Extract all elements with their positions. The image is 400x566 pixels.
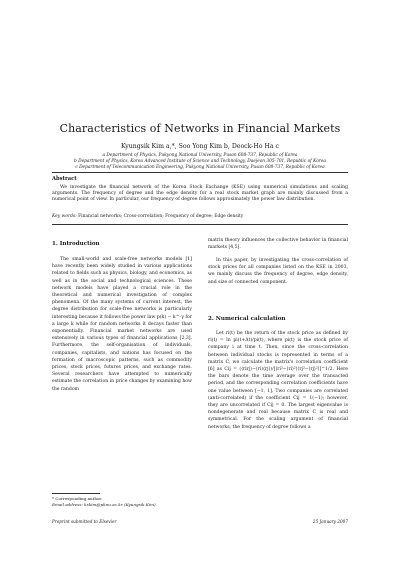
affiliation-b: b Department of Physics, Korea Advanced Institute of Science and Technology, Daejeon 305-701, Republic of Korea <box>74 159 326 164</box>
keywords-label: Key words: <box>52 214 77 219</box>
keywords-line <box>52 214 243 219</box>
numcalc-heading: 2. Numerical calculation <box>208 316 286 322</box>
footnote-rule <box>52 493 100 494</box>
right-second-paragraph: In this paper, by investigating the cross-correlation of stock prices for all companies listed on the KSE in 2003, we mainly discuss the frequency of degree, edge density, and size of connected component. <box>208 258 348 285</box>
abstract-heading: Abstract <box>52 176 77 182</box>
paper-title: Characteristics of Networks in Financial Markets <box>59 122 341 135</box>
numcalc-paragraph: Let ri(t) be the return of the stock price as defined by ri(t) = ln pi(t+Δt)/pi(t), where pi(t) is the stock price of company i at time t. Then, since the cross-correlation between individual stocks is represented in terms of a matrix C, we calculate the matrix's correlation coefficient [6] as Cij = (⟨rirj⟩−⟨ri⟩⟨rj⟩)/[⟨ri²−⟨ri⟩²⟩⟨rj²−⟨rj⟩²⟩]^1/2. Here the bars denote the time average over the transacted period, and the corresponding correlation coefficients have one value between [−1, 1]. Two companies are correlated (anti-correlated) if the coefficient Cij = 1(−1); however, they are uncorrelated if Cij = 0. The largest eigenvalue is nondegenerate and real because matrix C is real and symmetrical. For the scaling argument of financial networks, the frequency of degree follows a <box>208 331 348 430</box>
affiliation-a: a Department of Physics, Pukyong National University, Pusan 608-737, Republic of Korea <box>102 153 298 158</box>
right-top-paragraph: matrix theory influences the collective behavior in financial markets [4,5]. <box>208 238 348 251</box>
footnote-email: Email address: kskim@pknu.ac.kr (Kyungsik Kim). <box>52 502 157 507</box>
abstract-text: We investigate the financial network of the Korea Stock Exchange (KSE) using numerical simulations and scaling arguments. The frequency of degree and the edge density for a real stock market graph are mainly discussed from a numerical point of view. In particular, our frequency of degree follows approximately the power law distribution. <box>52 185 348 203</box>
abstract-bottom-rule <box>52 224 348 225</box>
footnote-corresponding: * Corresponding author. <box>52 496 103 501</box>
intro-heading: 1. Introduction <box>52 241 100 247</box>
footer-date: 25 January 2007 <box>312 519 348 524</box>
affiliation-c: c Department of Telecommunication Engineering, Pukyong National University, Pusan 608-737, Republic of Korea <box>75 165 325 170</box>
footer-preprint: Preprint submitted to Elsevier <box>52 519 117 524</box>
author-list: Kyungsik Kim a,*, Soo Yong Kim b, Deock-Ho Ha c <box>121 143 279 150</box>
intro-paragraph: The small-world and scale-free networks models [1] have recently been widely studied in various applications related to fields such as physics, biology, and economics, as well as in the social and technological sciences. These network models have played a crucial role in the theoretical and numerical investigation of complex phenomena. Of the many systems of current interest, the degree distribution for scale-free networks is particularly interesting because it follows the power law p(k) ∼ k^-γ for a large k while for random networks it decays faster than exponentially. Financial market networks are used extensively in various types of financial applications [2,3]. Furthermore, the self-organisation of individuals, companies, capitalists, and nations has focused on the formation of macroscopic patterns, such as commodity prices, stock prices, futures prices, and exchange rates. Several researchers have attempted to numerically estimate the correlation in price changes by examining how the random <box>52 257 192 392</box>
keywords-text: Financial networks; Cross-correlation; Frequency of degree; Edge density <box>78 214 244 219</box>
abstract-top-rule <box>52 172 348 173</box>
